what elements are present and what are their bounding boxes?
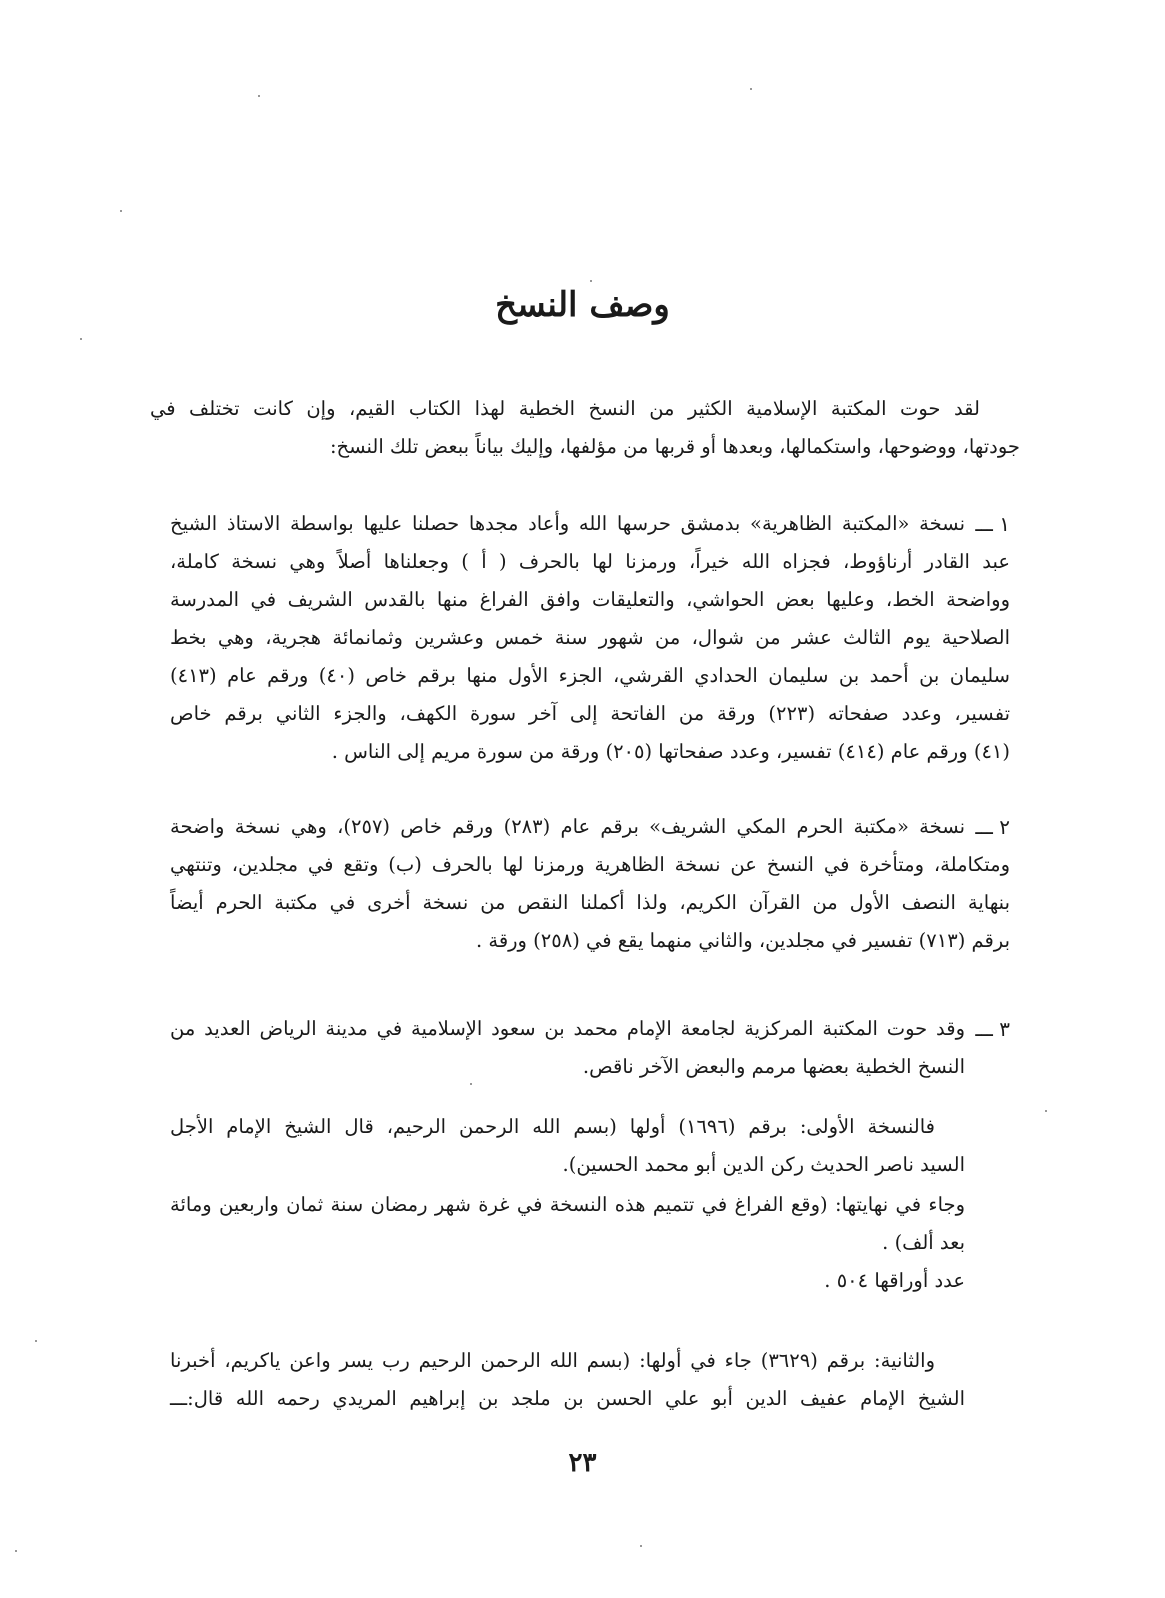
item-number: ٣ ـــ xyxy=(975,1017,1010,1041)
second-copy-paragraph xyxy=(170,1342,965,1418)
scan-speck xyxy=(640,1545,642,1547)
item-line: نسخة «المكتبة الظاهرية» بدمشق حرسها الله وأعاد مجدها حصلنا عليها بواسطة الاستاذ الشيخ xyxy=(170,512,965,535)
item-number: ٢ ـــ xyxy=(975,815,1010,839)
item-paragraph xyxy=(170,808,965,846)
intro-paragraph xyxy=(150,390,1020,466)
intro-line: جودتها، ووضوحها، واستكمالها، وبعدها أو قربها من مؤلفها، وإليك بياناً ببعض تلك النسخ: xyxy=(329,435,1020,458)
item-paragraph xyxy=(170,1010,965,1048)
first-copy-line: فالنسخة الأولى: برقم (١٦٩٦) أولها (بسم الله الرحمن الرحيم، قال الشيخ الإمام الأجل xyxy=(170,1115,935,1138)
scan-speck xyxy=(80,338,82,340)
first-copy-ending xyxy=(170,1186,965,1300)
item-paragraph-continued xyxy=(170,1048,965,1086)
item-paragraph-continued xyxy=(170,543,1010,771)
scan-speck xyxy=(120,210,122,212)
second-copy-line: الشيخ الإمام عفيف الدين أبو علي الحسن بن ملجد بن إبراهيم المريدي رحمه الله قال:ـــ xyxy=(170,1387,965,1410)
first-copy-leaves: عدد أوراقها ٥٠٤ . xyxy=(824,1269,965,1292)
item-line: سليمان بن أحمد بن سليمان الحدادي القرشي، الجزء الأول منها برقم خاص (٤٠) ورقم عام (٤١٣) xyxy=(170,664,1010,687)
first-copy-ending-line: وجاء في نهايتها: (وقع الفراغ في تتميم هذه النسخة في غرة شهر رمضان سنة ثمان واربعين ومائة xyxy=(170,1193,965,1216)
first-copy-ending-line: بعد ألف) . xyxy=(882,1231,965,1254)
scan-speck xyxy=(35,1340,37,1342)
scan-speck xyxy=(590,280,592,282)
intro-line: لقد حوت المكتبة الإسلامية الكثير من النسخ الخطية لهذا الكتاب القيم، وإن كانت تختلف في xyxy=(150,397,980,420)
first-copy-line: السيد ناصر الحديث ركن الدين أبو محمد الحسين). xyxy=(562,1153,965,1176)
item-line: نسخة «مكتبة الحرم المكي الشريف» برقم عام (٢٨٣) ورقم خاص (٢٥٧)، وهي نسخة واضحة xyxy=(170,815,966,838)
item-line: بنهاية النصف الأول من القرآن الكريم، ولذا أكملنا النقص من نسخة أخرى في مكتبة الحرم أيضاً xyxy=(170,891,1010,914)
item-line: تفسير، وعدد صفحاته (٢٢٣) ورقة من الفاتحة إلى آخر سورة الكهف، والجزء الثاني برقم خاص xyxy=(170,702,1010,725)
scan-speck xyxy=(15,1550,17,1552)
item-paragraph-continued xyxy=(170,846,1010,960)
item-line: وواضحة الخط، وعليها بعض الحواشي، والتعليقات وافق الفراغ منها بالقدس الشريف في المدرسة xyxy=(170,588,1010,611)
scan-speck xyxy=(1045,1110,1047,1112)
item-paragraph xyxy=(170,505,965,543)
scan-speck xyxy=(750,88,752,90)
item-line: النسخ الخطية بعضها مرمم والبعض الآخر ناقص. xyxy=(582,1055,965,1078)
page-title: وصف النسخ xyxy=(495,285,670,325)
scan-speck xyxy=(258,95,260,97)
second-copy-line: والثانية: برقم (٣٦٢٩) جاء في أولها: (بسم الله الرحمن الرحيم رب يسر واعن ياكريم، أخبرنا xyxy=(170,1349,935,1372)
item-line: وقد حوت المكتبة المركزية لجامعة الإمام محمد بن سعود الإسلامية في مدينة الرياض العديد من xyxy=(170,1017,965,1040)
item-number: ١ ـــ xyxy=(975,512,1010,536)
item-line: برقم (٧١٣) تفسير في مجلدين، والثاني منهما يقع في (٢٥٨) ورقة . xyxy=(475,929,1010,952)
item-line: عبد القادر أرناؤوط، فجزاه الله خيراً، ورمزنا لها بالحرف ( أ ) وجعلناها أصلاً وهي نسخة كاملة، xyxy=(170,550,1010,573)
item-line: الصلاحية يوم الثالث عشر من شوال، من شهور سنة خمس وعشرين وثمانمائة هجرية، وهي بخط xyxy=(170,626,1010,649)
first-copy-paragraph xyxy=(170,1108,965,1184)
scan-speck xyxy=(470,1083,472,1085)
item-line: ومتكاملة، ومتأخرة في النسخ عن نسخة الظاهرية ورمزنا لها بالحرف (ب) وتقع في مجلدين، وتنتهي xyxy=(170,853,1010,876)
item-line: (٤١) ورقم عام (٤١٤) تفسير، وعدد صفحاتها (٢٠٥) ورقة من سورة مريم إلى الناس . xyxy=(331,740,1010,763)
page-number: ٢٣ xyxy=(568,1448,597,1478)
